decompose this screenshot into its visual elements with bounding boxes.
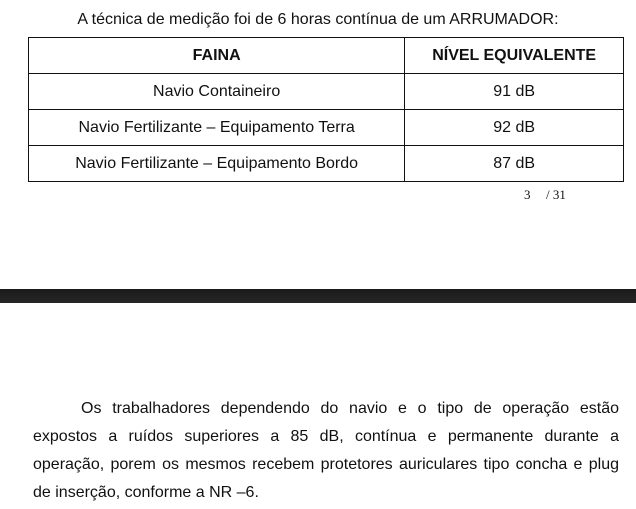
- cell-nivel: 92 dB: [405, 110, 624, 146]
- cell-faina: Navio Fertilizante – Equipamento Bordo: [29, 146, 405, 182]
- column-header-nivel: NÍVEL EQUIVALENTE: [405, 38, 624, 74]
- noise-measurement-table: [28, 37, 624, 182]
- cell-nivel: 91 dB: [405, 74, 624, 110]
- table-row: [29, 146, 624, 182]
- column-header-faina: FAINA: [29, 38, 405, 74]
- cell-faina: Navio Containeiro: [29, 74, 405, 110]
- table-row: [29, 74, 624, 110]
- cell-faina: Navio Fertilizante – Equipamento Terra: [29, 110, 405, 146]
- cell-nivel: 87 dB: [405, 146, 624, 182]
- intro-text: A técnica de medição foi de 6 horas contínua de um ARRUMADOR:: [77, 11, 559, 28]
- table-header-row: [29, 38, 624, 74]
- page-number-current: 3: [524, 187, 531, 202]
- body-paragraph: Os trabalhadores dependendo do navio e o tipo de operação estão expostos a ruídos superiores a 85 dB, contínua e permanente durante a operação, porem os mesmos recebem protetores auriculares tipo concha e plug de inserção, conforme a NR –6.: [33, 400, 619, 501]
- page-separator: [0, 289, 636, 303]
- table-row: [29, 110, 624, 146]
- page-number-total: / 31: [546, 187, 566, 202]
